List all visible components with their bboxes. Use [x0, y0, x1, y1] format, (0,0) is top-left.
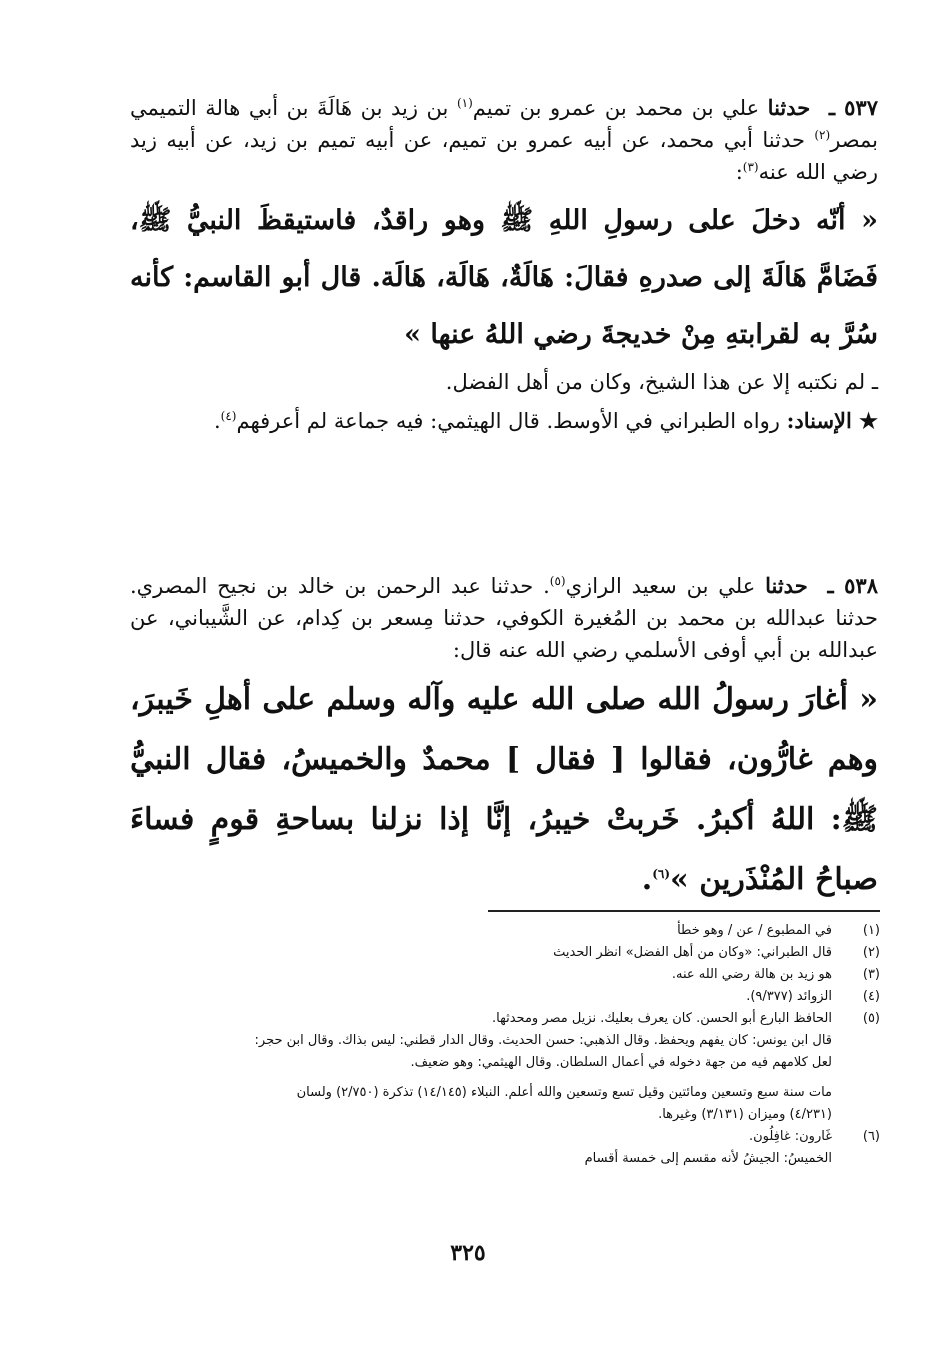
- footnote-line: قال ابن يونس: كان يفهم ويحفظ. وقال الذهبي: حسن الحديث. وقال الدار قطني: ليس بذاك. وقال ابن حجر:: [254, 1033, 832, 1048]
- footnote-line: لعل كلامهم فيه من جهة دخوله في أعمال السلطان. وقال الهيثمي: وهو ضعيف.: [410, 1055, 832, 1070]
- footnote-line: هو زيد بن هالة رضي الله عنه.: [671, 967, 832, 982]
- footnote-ref: (٢): [814, 128, 831, 142]
- footnote: [140, 942, 880, 964]
- narrator-text: بن زيد بن هَالَةَ بن أبي هالة التميمي بمصر: [130, 96, 878, 152]
- hadith-lead-word: حدثنا: [767, 95, 811, 120]
- hadith-lead-word: حدثنا: [765, 573, 808, 598]
- hadith-isnad-chain: [130, 570, 878, 666]
- hadith-537: [130, 92, 878, 437]
- footnote-ref: (٣): [742, 160, 759, 174]
- period: .: [641, 862, 653, 897]
- hadith-note: ـ لم نكتبه إلا عن هذا الشيخ، وكان من أهل الفضل.: [445, 370, 878, 394]
- isnad-text: رواه الطبراني في الأوسط. قال الهيثمي: فيه جماعة لم أعرفهم: [236, 409, 780, 433]
- hadith-number: ٥٣٧ ـ: [828, 95, 878, 120]
- footnote: [140, 1126, 880, 1170]
- narrator-text: علي بن سعيد الرازي: [565, 574, 756, 598]
- isnad-label: ★ الإسناد:: [786, 408, 878, 433]
- footnote: [140, 1008, 880, 1126]
- footnote-line: الحافظ البارع أبو الحسن. كان يعرف بعليك. نزيل مصر ومحدثها.: [492, 1011, 832, 1026]
- footnote: [140, 964, 880, 986]
- footnote-line: غَارون: غافِلُون.: [748, 1129, 832, 1144]
- narrator-text: علي بن محمد بن عمرو بن تميم: [472, 96, 760, 120]
- period: .: [213, 409, 221, 433]
- footnote-line: الخميسُ: الجيشُ لأنه مقسم إلى خمسة أقسام: [584, 1151, 832, 1166]
- isnad-grading: [130, 405, 878, 437]
- narrator-text: حدثنا أبي محمد، عن أبيه عمرو بن تميم، عن أبيه تميم بن زيد، عن أبيه زيد رضي الله عنه: [130, 128, 878, 184]
- footnote-number: (٦): [862, 1129, 880, 1144]
- footnote-ref: (١): [456, 96, 473, 110]
- hadith-isnad-chain: [130, 92, 878, 188]
- page-number: ٣٢٥: [450, 1240, 486, 1266]
- footnote-line: في المطبوع / عن / وهو خطأ: [677, 923, 832, 938]
- footnote-line: (٤/٢٣١) وميزان (٣/١٣١) وغيرها.: [658, 1107, 832, 1122]
- footnote-divider: [488, 910, 880, 912]
- matn-text: « أغارَ رسولُ الله صلى الله عليه وآله وسلم على أهلِ خَيبرَ، وهم غارُّون، فقالوا [ فقال ] محمدٌ والخميسُ، فقال النبيُّ ﷺ: اللهُ أكبرُ. خَربتْ خيبرُ، إنَّا إذا نزلنا بساحةِ قومٍ فساءَ صباحُ المُنْذَرين »: [130, 682, 878, 897]
- footnote: [140, 986, 880, 1008]
- footnote-ref: (٤): [220, 409, 237, 423]
- colon: :: [735, 160, 743, 184]
- hadith-538: [130, 570, 878, 910]
- footnote-number: (٤): [862, 989, 880, 1004]
- footnote-line: قال الطبراني: «وكان من أهل الفضل» انظر الحديث: [553, 945, 832, 960]
- hadith-number: ٥٣٨ ـ: [827, 573, 878, 598]
- footnote-number: (٢): [862, 945, 880, 960]
- footnote-number: (٥): [862, 1011, 880, 1026]
- hadith-matn: « أنّه دخلَ على رسولِ اللهِ ﷺ وهو راقدٌ، فاستيقظَ النبيُّ ﷺ، فَضَامَّ هَالَةَ إلى صدرهِ فقالَ: هَالَةٌ، هَالَة، هَالَة. قال أبو القاسم: كأنه سُرَّ به لقرابتهِ مِنْ خديجةَ رضي اللهُ عنها »: [130, 205, 878, 350]
- footnote-number: (١): [862, 923, 880, 938]
- footnote: [140, 920, 880, 942]
- hadith-matn: [130, 670, 878, 910]
- footnote-number: (٣): [862, 967, 880, 982]
- footnote-line: الزوائد (٩/٣٧٧).: [746, 989, 832, 1004]
- footnotes: [140, 920, 880, 1170]
- footnote-line: مات سنة سبع وتسعين ومائتين وقيل تسع وتسعين والله أعلم. النبلاء (١٤/١٤٥) تذكرة (٢/٧٥٠) ولسان: [296, 1085, 832, 1100]
- narrator-text: . حدثنا عبد الرحمن بن خالد بن نجيح المصري. حدثنا عبدالله بن محمد بن المُغيرة الكوفي، حدثنا مِسعر بن كِدام، عن الشَّيباني، عن عبدالله بن أبي أوفى الأسلمي رضي الله عنه قال:: [130, 574, 878, 662]
- footnote-ref: (٦): [652, 867, 671, 881]
- footnote-ref: (٥): [549, 574, 566, 588]
